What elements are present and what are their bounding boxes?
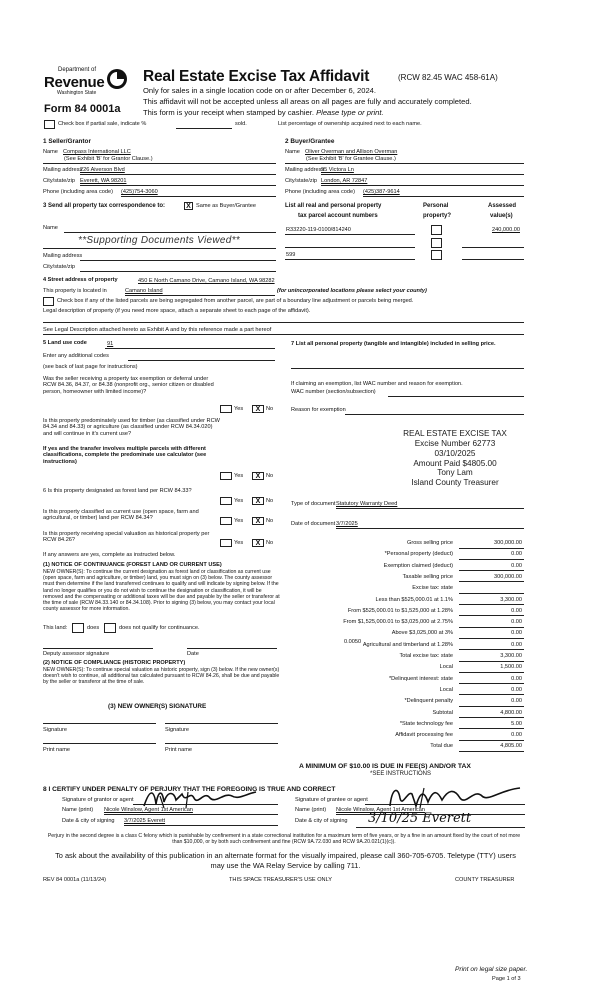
- calc-value[interactable]: 0.00: [511, 607, 522, 614]
- calc-value-line: [459, 593, 524, 594]
- see-back-note: (see back of last page for instructions): [43, 364, 138, 370]
- sold-label: sold.: [235, 121, 247, 127]
- stamp-line-1: REAL ESTATE EXCISE TAX: [403, 429, 507, 438]
- doc-date-value[interactable]: 3/7/2025: [336, 521, 358, 527]
- grantor-sig-label: Signature of grantor or agent: [62, 797, 134, 803]
- street-value[interactable]: 450 E North Camano Drive, Camano Island, WA 98282: [138, 278, 275, 284]
- grantor-date-label: Date & city of signing: [62, 818, 115, 824]
- calc-label: *Delinquent interest: state: [388, 675, 453, 682]
- owner-print-label-1: Print name: [43, 747, 71, 753]
- any-yes-note: If any answers are yes, complete as instructed below.: [43, 552, 176, 558]
- treasurer-stamp: [380, 429, 530, 488]
- deputy-label: Deputy assessor signature: [43, 651, 110, 657]
- calc-value-line: [459, 581, 524, 582]
- q-timber-bold: If yes and the transfer involves multiple parcels with different classifications, complete the predominate use calculator (see instructions): [43, 446, 207, 465]
- stamp-line-3: 03/10/2025: [434, 448, 476, 458]
- q-historic-yes-box[interactable]: [220, 539, 232, 547]
- corr-city-line[interactable]: [80, 271, 276, 272]
- grantee-name[interactable]: Nicole Winslow, Agent 1st American: [336, 807, 425, 813]
- buyer-name-line: [285, 163, 524, 164]
- grantee-date-line: [356, 827, 525, 828]
- treasurer-use-only: THIS SPACE TREASURER'S USE ONLY: [229, 877, 333, 883]
- calc-label: Total excise tax: state: [399, 653, 453, 659]
- calc-label: *Delinquent penalty: [404, 698, 453, 705]
- calc-value[interactable]: 3,300.00: [500, 653, 522, 659]
- parcel-line-2[interactable]: [285, 247, 415, 248]
- minimum-notice: A MINIMUM OF $10.00 IS DUE IN FEE(S) AND/OR TAX: [299, 763, 471, 770]
- calc-value-line: [459, 559, 524, 560]
- dept-state: Washington State: [57, 90, 97, 96]
- reason-line[interactable]: [345, 414, 524, 415]
- q-exemption-yes-box[interactable]: [220, 405, 232, 413]
- calc-label: Taxable selling price: [402, 573, 453, 580]
- calc-label: Above $3,025,000 at 3%: [391, 630, 453, 637]
- doc-type-line: [336, 508, 524, 509]
- see-instructions: *SEE INSTRUCTIONS: [370, 771, 432, 777]
- parcel-line-1: [285, 234, 415, 235]
- owner-print-line-1[interactable]: [43, 743, 156, 744]
- seller-name-2[interactable]: (See Exhibit 'B' for Grantor Clause.): [64, 156, 153, 162]
- calc-value-line: [459, 638, 524, 639]
- seller-phone-line: [121, 196, 276, 197]
- parcel-col1b: tax parcel account numbers: [298, 213, 378, 219]
- legal-line-2: [43, 334, 524, 335]
- land-use-line: [105, 348, 275, 349]
- revenue-logo-icon: [106, 68, 128, 90]
- doc-type-value[interactable]: Statutory Warranty Deed: [336, 501, 398, 507]
- does-not-qualify-box[interactable]: [104, 623, 116, 633]
- parcel-col3a: Assessed: [488, 203, 517, 209]
- calc-value[interactable]: 0.00: [511, 619, 522, 626]
- q-forest-text: 6 Is this property designated as forest land per RCW 84.33?: [43, 488, 192, 494]
- calc-label: *Personal property (deduct): [384, 551, 453, 558]
- parcel-col3b: value(s): [490, 213, 513, 219]
- calc-label: Agricultural and timberland at 1.28%: [362, 641, 453, 648]
- buyer-phone-label: Phone (including area code): [285, 189, 355, 195]
- located-label: This property is located in: [43, 288, 107, 294]
- buyer-name[interactable]: Oliver Overman and Allison Overman: [305, 149, 398, 155]
- value-line-2[interactable]: [462, 247, 524, 248]
- calc-label: From $1,525,000.01 to $3,025,000 at 2.75%: [343, 619, 453, 626]
- doc-type-label: Type of document: [291, 501, 336, 507]
- dept-revenue: Revenue: [44, 74, 105, 91]
- calc-value-line: [459, 649, 524, 650]
- q-currentuse-yes: Yes: [234, 518, 244, 524]
- dept-of: Department of: [58, 67, 97, 73]
- form-rcw: (RCW 82.45 WAC 458-61A): [398, 73, 498, 82]
- seller-mailing-line: [80, 174, 276, 175]
- grantor-name-line: [104, 814, 278, 815]
- calc-value[interactable]: 0.00: [511, 686, 522, 693]
- wac-label: WAC number (section/subsection): [291, 389, 376, 395]
- q-timber-text: Is this property predominately used for timber (as classified under RCW 84.34 and 84.33) or agriculture (as classified under RCW 84.34.020) and will continue in it's current use?: [43, 418, 220, 437]
- q-exemption-no: No: [266, 406, 274, 412]
- calc-value[interactable]: 4,805.00: [500, 743, 522, 750]
- deputy-date-label: Date: [187, 651, 199, 657]
- owner-sig-label-2: Signature: [165, 727, 189, 733]
- certify-heading: 8 I CERTIFY UNDER PENALTY OF PERJURY THAT THE FOREGOING IS TRUE AND CORRECT: [43, 786, 336, 793]
- segregated-checkbox[interactable]: [43, 297, 54, 306]
- seller-city-label: City/state/zip: [43, 178, 76, 184]
- alt-format-notice: To ask about the availability of this publication in an alternate format for the visually impaired, please call 360-705-6705. Teletype (TTY) users may use the WA Relay Service by calling 711.: [55, 851, 516, 870]
- q-historic-no-box[interactable]: X: [252, 539, 264, 547]
- calc-value-line: [459, 672, 524, 673]
- seller-name-label: Name: [43, 149, 58, 155]
- q-forest-no-box[interactable]: X: [252, 497, 264, 505]
- parcel-col2b: property?: [423, 213, 452, 219]
- calc-value[interactable]: 0.00: [511, 630, 522, 637]
- owner-print-line-2[interactable]: [165, 743, 278, 744]
- owner-sig-line-2[interactable]: [165, 723, 278, 724]
- q-exemption-no-box[interactable]: X: [252, 405, 264, 413]
- stamp-line-4: Amount Paid $4805.00: [413, 458, 497, 468]
- exemption-claim-label: If claiming an exemption, list WAC number and reason for exemption.: [291, 381, 463, 387]
- calc-label: Exemption claimed (deduct): [383, 562, 453, 569]
- parcel-extra[interactable]: 599: [286, 252, 296, 258]
- additional-codes-label: Enter any additional codes: [43, 353, 109, 359]
- located-line: [125, 295, 275, 296]
- buyer-city[interactable]: London, AR 72847: [321, 178, 368, 184]
- does-not-label: does not qualify for continuance.: [119, 625, 200, 631]
- seller-mailing[interactable]: 226 Aiverson Blvd: [80, 167, 125, 173]
- buyer-mailing-label: Mailing address: [285, 167, 325, 173]
- corr-name-label: Name: [43, 225, 58, 231]
- calc-value-line: [459, 740, 524, 741]
- land-use-value[interactable]: 91: [107, 341, 114, 347]
- calc-label: Less than $525,000.01 at 1.1%: [375, 596, 453, 603]
- stamp-line-6: Island County Treasurer: [411, 478, 499, 488]
- seller-mailing-label: Mailing address: [43, 167, 83, 173]
- stamp-line-2: Excise Number 62773: [414, 438, 496, 448]
- legal-label: Legal description of property (if you need more space, attach a separate sheet to each page of the affidavit).: [43, 308, 311, 314]
- unincorporated-note: (for unincorporated locations please select your county): [277, 288, 427, 294]
- supporting-docs-stamp: **Supporting Documents Viewed**: [78, 235, 240, 246]
- deputy-date-line[interactable]: [187, 648, 277, 649]
- perjury-notice: Perjury in the second degree is a class C felony which is punishable by confinement in a state correctional institution for a maximum term of five years, or by a fine in an amount fixed by the court of not more than $10,000, or by both such confinement and fine (RCW 9A.72.030 and RCW 9A.20.021(1)(c)).: [47, 833, 521, 845]
- value-line-3[interactable]: [462, 259, 524, 260]
- parcel-line-3: [285, 259, 415, 260]
- calc-value[interactable]: 0.00: [511, 562, 522, 569]
- new-owner-sig-heading: (3) NEW OWNER(S) SIGNATURE: [108, 703, 207, 710]
- form-number: Form 84 0001a: [44, 103, 121, 115]
- buyer-city-line: [321, 185, 524, 186]
- does-label: does: [87, 625, 100, 631]
- partial-sale-label: Check box if partial sale, indicate %: [58, 121, 147, 127]
- calc-value[interactable]: 300,000.00: [494, 573, 522, 580]
- q-currentuse-text: Is this property classified as current use (open space, farm and agricultural, or timber) land per RCW 84.34?: [43, 509, 199, 522]
- q-currentuse-yes-box[interactable]: [220, 517, 232, 525]
- buyer-mailing[interactable]: 95 Victora Ln: [321, 167, 354, 173]
- calc-label: Local: [439, 664, 453, 671]
- same-as-buyer-label: Same as Buyer/Grantee: [196, 203, 257, 209]
- calc-label: Gross selling price: [406, 540, 453, 546]
- calc-label: Excise tax: state: [412, 585, 453, 592]
- dor-logo: [44, 67, 130, 101]
- corr-name-line[interactable]: [64, 232, 276, 233]
- corr-mailing-line[interactable]: [80, 260, 276, 261]
- rev-number: REV 84 0001a (11/13/24): [43, 877, 107, 883]
- wac-line[interactable]: [388, 396, 524, 397]
- q-historic-text: Is this property receiving special valuation as historical property per RCW 84.26?: [43, 531, 210, 544]
- q-forest-no: No: [266, 498, 274, 504]
- parcel-col2a: Personal: [423, 203, 449, 209]
- legal-line-1[interactable]: [43, 322, 524, 323]
- doc-date-line: [336, 528, 524, 529]
- owner-sig-label-1: Signature: [43, 727, 67, 733]
- q-historic-yes: Yes: [234, 540, 244, 546]
- calc-value-line: [459, 717, 524, 718]
- land-use-label: 5 Land use code: [43, 340, 87, 346]
- this-land-label: This land:: [43, 625, 68, 631]
- partial-sale-line[interactable]: [176, 128, 232, 129]
- buyer-mailing-line: [321, 174, 524, 175]
- seller-heading: 1 Seller/Grantor: [43, 138, 91, 145]
- corr-mailing-label: Mailing address: [43, 253, 83, 259]
- calc-value-line: [459, 570, 524, 571]
- calc-value[interactable]: 4,800.00: [500, 709, 522, 716]
- partial-sale-checkbox[interactable]: [44, 120, 55, 129]
- calc-value-line: [459, 694, 524, 695]
- q-timber-yes-box[interactable]: [220, 472, 232, 480]
- grantee-sig-label: Signature of grantee or agent: [295, 797, 368, 803]
- calc-value[interactable]: 5.00: [511, 720, 522, 727]
- calc-value[interactable]: 300,000.00: [494, 540, 522, 546]
- grantor-date[interactable]: 3/7/2025 Everett: [124, 818, 166, 824]
- located-value[interactable]: Camano Island: [125, 288, 163, 294]
- calc-value[interactable]: 0.00: [511, 675, 522, 682]
- grantee-date-label: Date & city of signing: [295, 818, 348, 824]
- segregated-label: Check box if any of the listed parcels are being segregated from another parcel, are part of a boundary line adjustment or parcels being merged.: [57, 298, 414, 304]
- calc-value-line: [459, 548, 524, 549]
- subtitle-3: This form is your receipt when stamped by cashier.: [143, 108, 314, 117]
- calc-value[interactable]: 0.00: [511, 551, 522, 558]
- calc-value-line: [459, 627, 524, 628]
- grantor-date-line: [124, 825, 278, 826]
- buyer-name-label: Name: [285, 149, 300, 155]
- buyer-heading: 2 Buyer/Grantee: [285, 138, 335, 145]
- personal-prop-label: 7 List all personal property (tangible and intangible) included in selling price.: [291, 341, 496, 347]
- calc-value-line: [459, 615, 524, 616]
- personal-property-checkbox-2[interactable]: [431, 238, 442, 248]
- calc-value-line: [459, 751, 524, 752]
- q-forest-yes-box[interactable]: [220, 497, 232, 505]
- buyer-phone[interactable]: (425)387-9614: [363, 189, 400, 195]
- street-label: 4 Street address of property: [43, 277, 118, 283]
- personal-property-checkbox-3[interactable]: [431, 250, 442, 260]
- tax-calculation-table: [291, 540, 525, 755]
- q-timber-no: No: [266, 473, 274, 479]
- owner-sig-line-1[interactable]: [43, 723, 156, 724]
- notice1-heading: (1) NOTICE OF CONTINUANCE (FOREST LAND OR CURRENT USE): [43, 562, 222, 568]
- personal-property-checkbox-1[interactable]: [431, 225, 442, 235]
- seller-phone[interactable]: (425)754-3060: [121, 189, 158, 195]
- grantee-name-label: Name (print): [295, 807, 327, 813]
- calc-value-line: [459, 683, 524, 684]
- county-treasurer: COUNTY TREASURER: [455, 877, 515, 883]
- calc-value[interactable]: 0.00: [511, 732, 522, 739]
- notice2-body: NEW OWNER(S): To continue special valuation as historic property, sign (3) below. If the new owner(s) doesn't wish to continue, all additional tax calculated pursuant to RCW 84.26, shall be due and payable by the seller or transferor at the time of sale.: [43, 667, 280, 686]
- notice1-body: NEW OWNER(S): To continue the current designation as forest land or classification as current use (open space, farm and agriculture, or timber) land, you must sign on (3) below. The county assessor must then determine if the land transferred continues to qualify and will indicate by signing below. If the land no longer qualifies or you do not wish to continue the designation or classification, it will be removed and the compensating or additional taxes will be due and payable by the seller or transferor at the time of sale (RCW 84.33.140 or 84.34.108). Prior to signing (3) below, you may contact your local county assessor for more information.: [43, 569, 280, 613]
- correspondence-heading: 3 Send all property tax correspondence to:: [43, 203, 166, 209]
- parcel-col1a: List all real and personal property: [285, 203, 382, 209]
- assessed-value[interactable]: 240,000.00: [492, 227, 520, 233]
- buyer-city-label: City/state/zip: [285, 178, 318, 184]
- local-rate: 0.0050: [344, 639, 362, 645]
- reason-label: Reason for exemption: [291, 407, 346, 413]
- q-forest-yes: Yes: [234, 498, 244, 504]
- personal-prop-line[interactable]: [291, 368, 524, 369]
- buyer-name-2[interactable]: (See Exhibit 'B' for Grantee Clause.): [306, 156, 396, 162]
- q-exemption-text: Was the seller receiving a property tax exemption or deferral under RCW 84.36, 84.37, or 84.38 (nonprofit org., senior citizen or disabled person, homeowner with limited income)?: [43, 376, 214, 395]
- subtitle-3-italic: Please type or print.: [316, 108, 384, 117]
- seller-city[interactable]: Everett, WA 98201: [80, 178, 127, 184]
- page-number: Page 1 of 3: [492, 976, 521, 982]
- calc-label: From $525,000.01 to $1,525,000 at 1.28%: [347, 607, 453, 614]
- owner-print-label-2: Print name: [165, 747, 193, 753]
- same-as-buyer-checkbox[interactable]: X: [184, 202, 193, 210]
- calc-value-line: [459, 661, 524, 662]
- q-currentuse-no: No: [266, 518, 274, 524]
- q-currentuse-no-box[interactable]: X: [252, 517, 264, 525]
- seller-name-line: [43, 163, 276, 164]
- additional-codes-line[interactable]: [128, 360, 275, 361]
- subtitle-2: This affidavit will not be accepted unless all areas on all pages are fully and accurately completed.: [143, 97, 472, 106]
- q-timber-no-box[interactable]: X: [252, 472, 264, 480]
- calc-label: Subtotal: [432, 709, 453, 716]
- calc-value[interactable]: 1,500.00: [500, 664, 522, 671]
- subtitle-1: Only for sales in a single location code on or after December 6, 2024.: [143, 86, 377, 95]
- q-historic-no: No: [266, 540, 274, 546]
- calc-label: Local: [439, 686, 453, 693]
- legal-value[interactable]: See Legal Description attached hereto as Exhibit A and by this reference made a part hereof: [43, 327, 272, 333]
- calc-value[interactable]: 3,300.00: [500, 596, 522, 603]
- grantor-name[interactable]: Nicole Winslow, Agent 1st American: [104, 807, 193, 813]
- calc-label: *State technology fee: [399, 720, 453, 727]
- q-exemption-yes: Yes: [234, 406, 244, 412]
- ownership-note: List percentage of ownership acquired next to each name.: [278, 121, 422, 127]
- notice2-heading: (2) NOTICE OF COMPLIANCE (HISTORIC PROPERTY): [43, 660, 186, 666]
- q-timber-yes: Yes: [234, 473, 244, 479]
- calc-value[interactable]: 0.00: [511, 698, 522, 705]
- corr-line-2: [43, 248, 276, 249]
- buyer-phone-line: [363, 196, 524, 197]
- calc-value-line: [459, 706, 524, 707]
- calc-value[interactable]: 0.00: [511, 641, 522, 648]
- seller-phone-label: Phone (including area code): [43, 189, 113, 195]
- doc-date-label: Date of document: [291, 521, 336, 527]
- corr-city-label: City/state/zip: [43, 264, 76, 270]
- grantor-name-label: Name (print): [62, 807, 94, 813]
- calc-label: Total due: [430, 743, 453, 750]
- does-qualify-box[interactable]: [72, 623, 84, 633]
- parcel-number[interactable]: R33220-119-0100/814240: [286, 227, 351, 233]
- calc-value-line: [459, 604, 524, 605]
- grantee-date[interactable]: 3/10/25 Everett: [368, 811, 472, 826]
- form-title: Real Estate Excise Tax Affidavit: [143, 68, 370, 85]
- seller-city-line: [80, 185, 276, 186]
- calc-label: Affidavit processing fee: [395, 732, 453, 739]
- seller-name[interactable]: Compass International LLC: [63, 149, 131, 155]
- legal-paper-note: Print on legal size paper.: [455, 966, 528, 973]
- calc-value-line: [459, 728, 524, 729]
- deputy-sig-line[interactable]: [43, 648, 153, 649]
- stamp-line-5: Tony Lam: [437, 468, 473, 478]
